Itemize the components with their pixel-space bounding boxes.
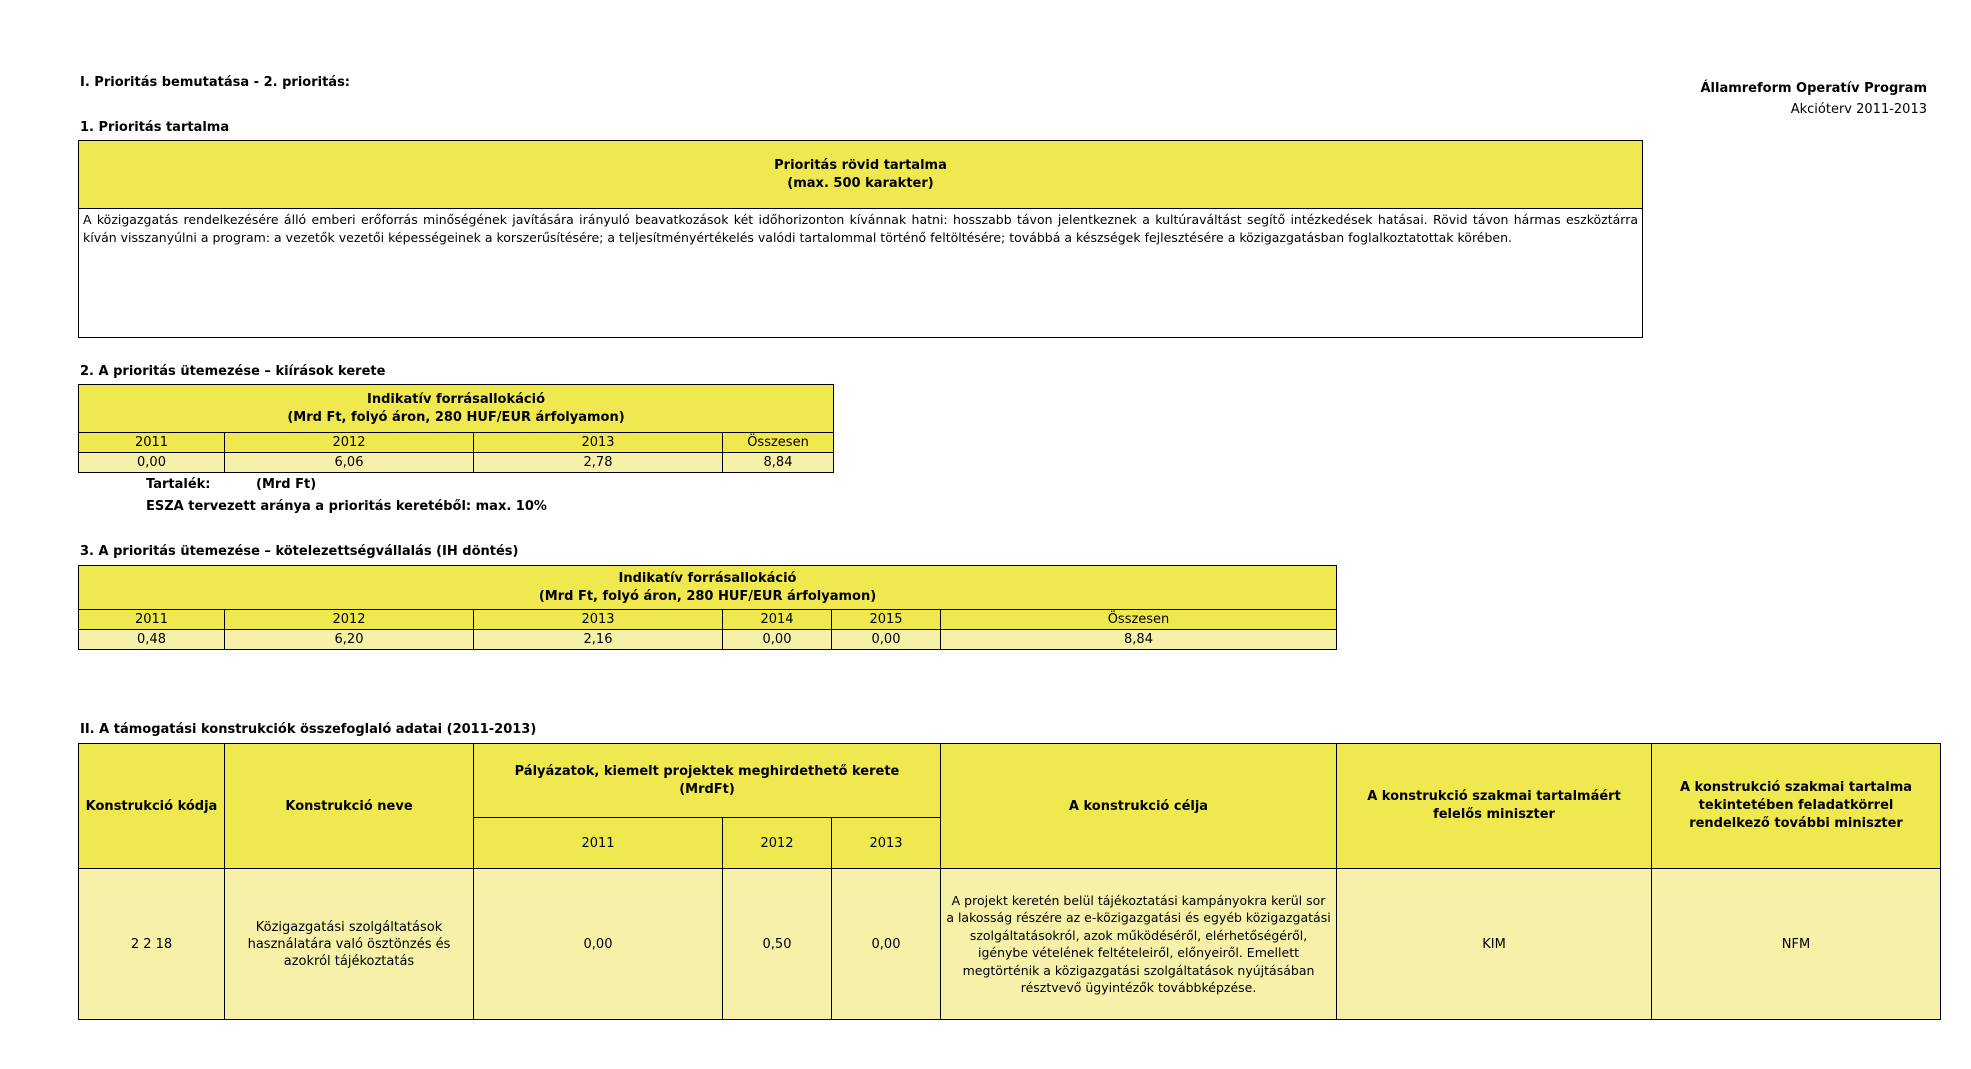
col-other-minister-header: A konstrukció szakmai tartalma tekintetében feladatkörrel rendelkező további miniszter: [1652, 744, 1941, 869]
action-plan-label: Akcióterv 2011-2013: [1790, 102, 1927, 117]
table-cell: 0,00: [79, 453, 225, 473]
table-cell: 8,84: [723, 453, 834, 473]
construction-goal: A projekt keretén belül tájékoztatási kampányokra kerül sor a lakosság részére az e-közigazgatási és egyéb közigazgatási szolgáltatásokról, azok működéséről, elérhetőségéről, igénybe vételének feltételeiről, előnyeiről. Emellett megtörténik a közigazgatási szolgáltatások nyújtásában résztvevő ügyintézők továbbképzése.: [941, 869, 1337, 1020]
table-cell: 0,00: [723, 630, 832, 650]
column-header: 2013: [474, 433, 723, 453]
allocation-header: [79, 385, 834, 433]
allocation-header: [79, 566, 1337, 610]
section2-title: 2. A prioritás ütemezése – kiírások kerete: [80, 364, 386, 379]
priority-content-text: A közigazgatás rendelkezésére álló emberi erőforrás minőségének javítására irányuló beavatkozások két időhorizonton kívánnak hatni: hosszabb távon jelentkeznek a kultúraváltást segítő intézkedések hatásai. Rövid távon hármas eszköztárra kíván visszanyúlni a program: a vezetők vezetői képességeinek a korszerűsítésére; a teljesítményértékelés valódi tartalommal történő feltöltésére; továbbá a készségek fejlesztésére a közigazgatásban foglalkoztatottak körében.: [83, 212, 1638, 245]
allocation-unit: (Mrd Ft, folyó áron, 280 HUF/EUR árfolyamon): [287, 409, 625, 425]
budget-heading: Pályázatok, kiemelt projektek meghirdethető kerete: [514, 763, 900, 779]
reserve-label: Tartalék:: [146, 477, 211, 492]
col-goal-header: A konstrukció célja: [941, 744, 1337, 869]
other-minister: NFM: [1652, 869, 1941, 1020]
column-header: Összesen: [723, 433, 834, 453]
col-name-header: Konstrukció neve: [225, 744, 474, 869]
year-header: 2011: [474, 818, 723, 869]
section1-title: 1. Prioritás tartalma: [80, 120, 230, 135]
col-budget-header: [474, 744, 941, 818]
col-code-header: Konstrukció kódja: [79, 744, 225, 869]
year-header: 2013: [832, 818, 941, 869]
section3-title: 3. A prioritás ütemezése – kötelezettségvállalás (IH döntés): [80, 544, 519, 559]
col-minister-header: A konstrukció szakmai tartalmáért felelős miniszter: [1337, 744, 1652, 869]
column-header: 2011: [79, 610, 225, 630]
responsible-minister: KIM: [1337, 869, 1652, 1020]
column-header: Összesen: [941, 610, 1337, 630]
table-cell: 0,00: [832, 630, 941, 650]
column-header: 2012: [225, 433, 474, 453]
allocation-heading: Indikatív forrásallokáció: [618, 570, 797, 586]
allocation-unit: (Mrd Ft, folyó áron, 280 HUF/EUR árfolyamon): [538, 588, 877, 604]
esza-note: ESZA tervezett aránya a prioritás keretéből: max. 10%: [146, 499, 547, 514]
commitment-table: [78, 565, 1337, 650]
table-cell: 0,48: [79, 630, 225, 650]
program-name: Államreform Operatív Program: [1700, 81, 1927, 96]
table-cell: 6,20: [225, 630, 474, 650]
page-title: I. Prioritás bemutatása - 2. prioritás:: [80, 75, 351, 90]
table-cell: 2,78: [474, 453, 723, 473]
priority-content-heading: Prioritás rövid tartalma: [774, 157, 947, 173]
construction-code: 2 2 18: [79, 869, 225, 1020]
column-header: 2015: [832, 610, 941, 630]
priority-content-box: [78, 140, 1643, 338]
column-header: 2011: [79, 433, 225, 453]
priority-content-limit: (max. 500 karakter): [787, 175, 934, 191]
call-framework-table: [78, 384, 834, 473]
column-header: 2013: [474, 610, 723, 630]
construction-name: Közigazgatási szolgáltatások használatára való ösztönzés és azokról tájékoztatás: [225, 869, 474, 1020]
table-cell: 2,16: [474, 630, 723, 650]
year-header: 2012: [723, 818, 832, 869]
budget-unit: (MrdFt): [679, 781, 735, 797]
table-cell: 6,06: [225, 453, 474, 473]
budget-2013: 0,00: [832, 869, 941, 1020]
section4-title: II. A támogatási konstrukciók összefoglaló adatai (2011-2013): [80, 722, 537, 737]
column-header: 2012: [225, 610, 474, 630]
budget-2011: 0,00: [474, 869, 723, 1020]
allocation-heading: Indikatív forrásallokáció: [367, 391, 546, 407]
reserve-unit: (Mrd Ft): [256, 477, 317, 492]
column-header: 2014: [723, 610, 832, 630]
construction-summary-table: [78, 743, 1941, 1020]
budget-2012: 0,50: [723, 869, 832, 1020]
document-header: [1700, 78, 1927, 120]
priority-content-header: [79, 141, 1642, 209]
table-cell: 8,84: [941, 630, 1337, 650]
